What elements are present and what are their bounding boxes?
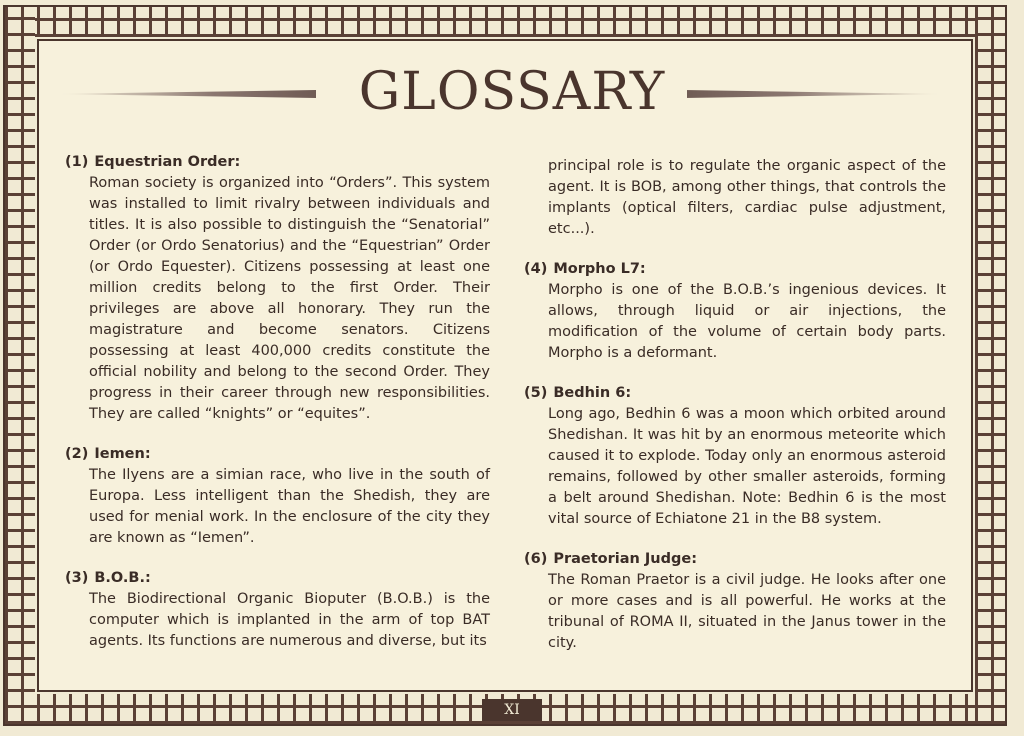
entry-heading [65, 152, 490, 173]
page-title [0, 62, 1024, 122]
entry-number: (6) [524, 551, 548, 567]
entry-heading [524, 383, 946, 404]
entry-heading [65, 444, 490, 465]
glossary-entry [524, 549, 946, 654]
entry-body: Roman society is organized into “Orders”. This system was installed to limit rivalry between individuals and titles. It is also possible to distinguish the “Senatorial” Order (or Ordo Senatorius) and the “Equestrian” Order (or Ordo Equester). Citizens possessing at least one million credits belong to the first Order. Their privileges are above all honorary. They run the magistrature and become senators. Citizens possessing at least 400,000 credits constitute the official nobility and belong to the second Order. They progress in their career through new responsibilities. They are called “knights” or “equites”. [89, 175, 490, 422]
entry-term: Bedhin 6: [553, 385, 632, 401]
glossary-entry [65, 568, 490, 652]
entry-term: Equestrian Order: [94, 154, 241, 170]
entry-number: (4) [524, 261, 548, 277]
entry-body: The Biodirectional Organic Bioputer (B.O.B.) is the computer which is implanted in the arm of top BAT agents. Its functions are numerous and diverse, but its [89, 591, 490, 649]
entry-number: (5) [524, 385, 548, 401]
left-column [65, 152, 490, 671]
entry-body: The Ilyens are a simian race, who live in the south of Europa. Less intelligent than the Shedish, they are used for menial work. In the enclosure of the city they are known as “Iemen”. [89, 467, 490, 546]
entry-body: Long ago, Bedhin 6 was a moon which orbited around Shedishan. It was hit by an enormous meteorite which caused it to explode. Today only an enormous asteroid remains, followed by other smaller asteroids, forming a belt around Shedishan. Note: Bedhin 6 is the most vital source of Echiatone 21 in the B8 system. [548, 406, 946, 527]
entry-heading [65, 568, 490, 589]
entry-number: (2) [65, 446, 89, 462]
entry-term: Morpho L7: [553, 261, 646, 277]
entry-number: (1) [65, 154, 89, 170]
glossary-entry [524, 383, 946, 530]
glossary-entry [524, 259, 946, 364]
glossary-entry [65, 444, 490, 549]
glossary-entry [65, 152, 490, 425]
entry-body: Morpho is one of the B.O.B.’s ingenious devices. It allows, through liquid or air injections, the modification of the volume of certain body parts. Morpho is a deformant. [548, 282, 946, 361]
entry-heading [524, 259, 946, 280]
entry-continuation: principal role is to regulate the organic aspect of the agent. It is BOB, among other things, that controls the implants (optical filters, cardiac pulse adjustment, etc...). [548, 158, 946, 237]
page-number: XI [482, 699, 542, 721]
page-title-text: GLOSSARY [337, 62, 687, 122]
entry-term: B.O.B.: [94, 570, 151, 586]
entry-term: Iemen: [94, 446, 151, 462]
entry-number: (3) [65, 570, 89, 586]
entry-body: The Roman Praetor is a civil judge. He looks after one or more cases and is all powerful. He works at the tribunal of ROMA II, situated in the Janus tower in the city. [548, 572, 946, 651]
greek-key-border-top [5, 7, 1005, 37]
entry-heading [524, 549, 946, 570]
right-column [524, 156, 946, 673]
entry-term: Praetorian Judge: [553, 551, 698, 567]
